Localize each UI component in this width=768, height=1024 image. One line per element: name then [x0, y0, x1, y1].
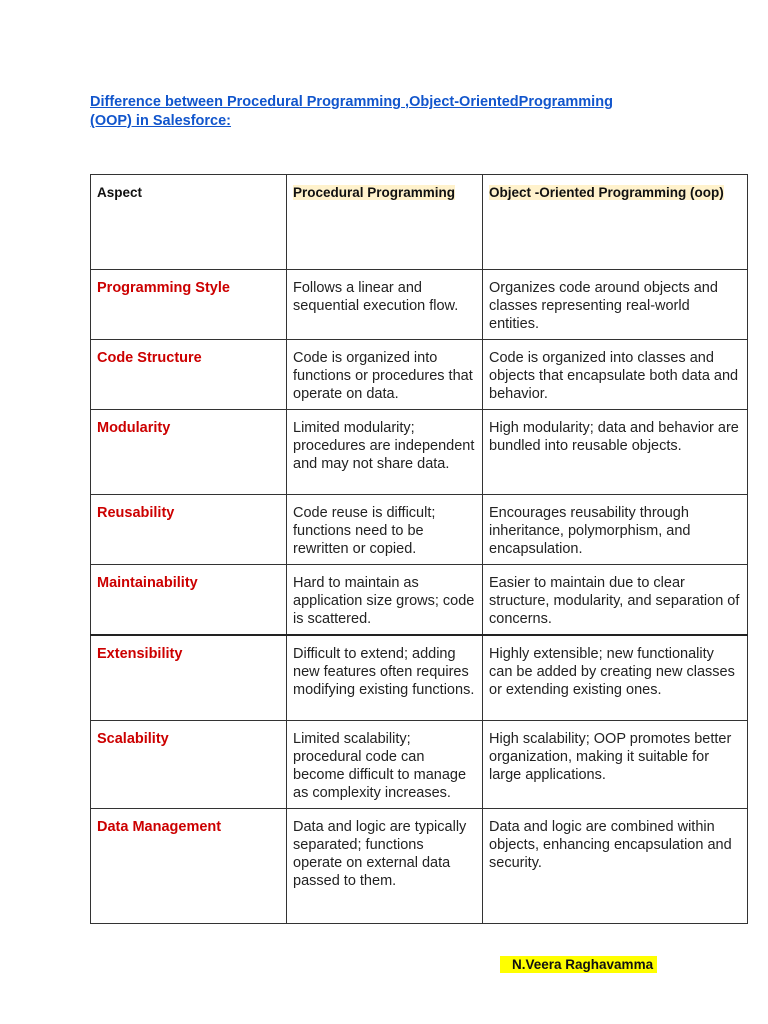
oop-cell: High modularity; data and behavior are bundled into reusable objects.: [483, 410, 748, 495]
author-name: N.Veera Raghavamma: [500, 956, 657, 973]
table-row: [91, 410, 748, 495]
aspect-cell: Modularity: [91, 410, 287, 495]
table-row: [91, 270, 748, 340]
table-row: [91, 340, 748, 410]
header-procedural-label: Procedural Programming: [293, 185, 456, 200]
table-row: [91, 495, 748, 565]
page-title-line-1: Difference between Procedural Programming ,Object-OrientedProgramming: [90, 94, 613, 110]
oop-cell: Data and logic are combined within objects, enhancing encapsulation and security.: [483, 809, 748, 924]
oop-cell: Organizes code around objects and classes representing real-world entities.: [483, 270, 748, 340]
procedural-cell: Data and logic are typically separated; functions operate on external data passed to them.: [287, 809, 483, 924]
aspect-cell: Programming Style: [91, 270, 287, 340]
table-row: [91, 721, 748, 809]
aspect-cell: Code Structure: [91, 340, 287, 410]
table-row: [91, 809, 748, 924]
aspect-cell: Reusability: [91, 495, 287, 565]
oop-cell: Code is organized into classes and objects that encapsulate both data and behavior.: [483, 340, 748, 410]
header-cell-oop: [483, 175, 748, 270]
comparison-table: [90, 174, 748, 924]
aspect-cell: Extensibility: [91, 635, 287, 721]
procedural-cell: Code is organized into functions or procedures that operate on data.: [287, 340, 483, 410]
table-row: [91, 635, 748, 721]
oop-cell: High scalability; OOP promotes better organization, making it suitable for large applications.: [483, 721, 748, 809]
table-header-row: [91, 175, 748, 270]
table-row: [91, 565, 748, 636]
procedural-cell: Code reuse is difficult; functions need to be rewritten or copied.: [287, 495, 483, 565]
oop-cell: Highly extensible; new functionality can be added by creating new classes or extending existing ones.: [483, 635, 748, 721]
procedural-cell: Difficult to extend; adding new features often requires modifying existing functions.: [287, 635, 483, 721]
page-title-line-2: (OOP) in Salesforce:: [90, 113, 232, 129]
procedural-cell: Limited scalability; procedural code can become difficult to manage as complexity increases.: [287, 721, 483, 809]
procedural-cell: Hard to maintain as application size grows; code is scattered.: [287, 565, 483, 636]
procedural-cell: Follows a linear and sequential execution flow.: [287, 270, 483, 340]
aspect-cell: Scalability: [91, 721, 287, 809]
aspect-cell: Data Management: [91, 809, 287, 924]
page-title: [90, 93, 690, 131]
header-cell-aspect: [91, 175, 287, 270]
header-oop-label: Object -Oriented Programming (oop): [489, 185, 724, 200]
oop-cell: Easier to maintain due to clear structure, modularity, and separation of concerns.: [483, 565, 748, 636]
procedural-cell: Limited modularity; procedures are independent and may not share data.: [287, 410, 483, 495]
header-cell-procedural: [287, 175, 483, 270]
header-aspect-label: Aspect: [97, 185, 143, 200]
oop-cell: Encourages reusability through inheritance, polymorphism, and encapsulation.: [483, 495, 748, 565]
aspect-cell: Maintainability: [91, 565, 287, 636]
